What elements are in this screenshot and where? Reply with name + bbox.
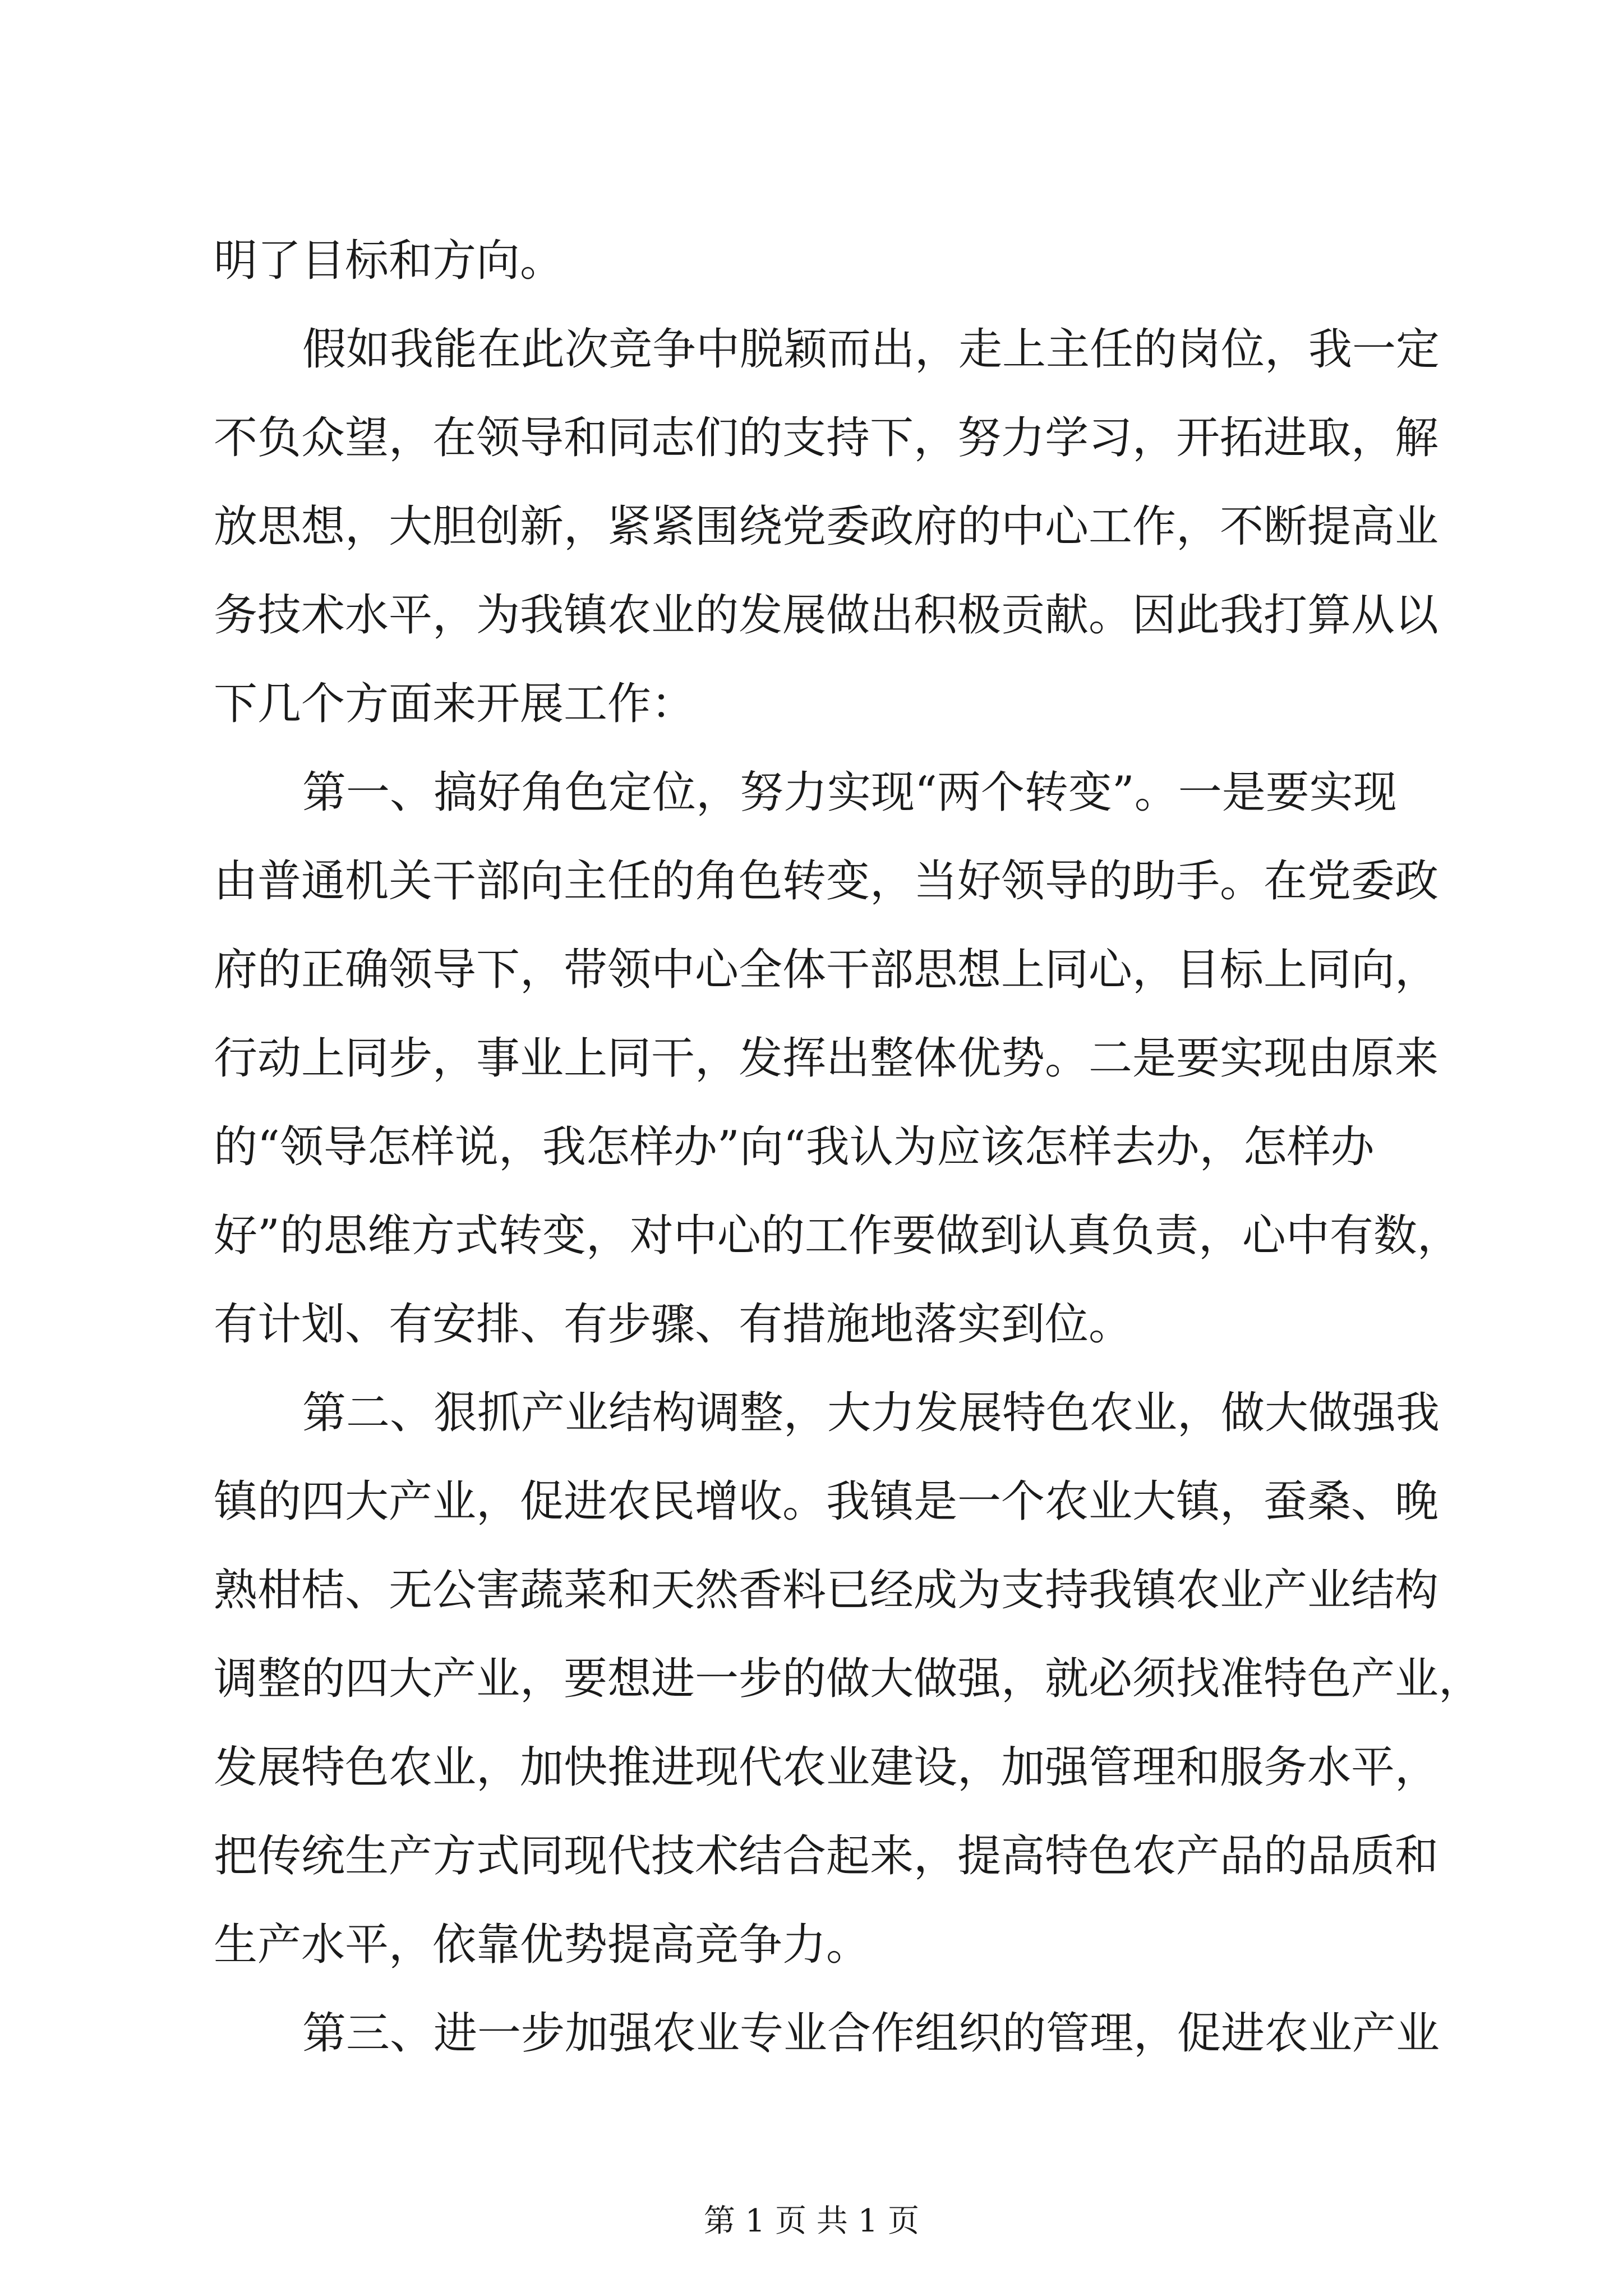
text-line xyxy=(0,1291,1623,1358)
line-text: 放思想，大胆创新，紧紧围绕党委政府的中心工作，不断提高业 xyxy=(214,501,1439,552)
line-text: 好”的思维方式转变，对中心的工作要做到认真负责，心中有数， xyxy=(214,1211,1461,1261)
text-line xyxy=(0,2000,1623,2067)
text-line xyxy=(0,1202,1623,1269)
text-line xyxy=(0,1911,1623,1978)
text-line xyxy=(0,936,1623,1004)
text-line xyxy=(0,1468,1623,1535)
text-line xyxy=(0,670,1623,738)
text-line xyxy=(0,1025,1623,1092)
line-text: 务技术水平，为我镇农业的发展做出积极贡献。因此我打算从以 xyxy=(214,590,1439,641)
text-line xyxy=(0,1823,1623,1890)
line-text: 第二、狠抓产业结构调整，大力发展特色农业，做大做强我 xyxy=(302,1388,1440,1438)
line-text: 生产水平，依靠优势提高竞争力。 xyxy=(214,1920,870,1970)
line-text: 第三、进一步加强农业专业合作组织的管理，促进农业产业 xyxy=(302,2008,1440,2059)
text-line xyxy=(0,404,1623,472)
line-text: 不负众望，在领导和同志们的支持下，努力学习，开拓进取，解 xyxy=(214,413,1439,463)
line-text: 发展特色农业，加快推进现代农业建设，加强管理和服务水平， xyxy=(214,1742,1439,1793)
text-line xyxy=(0,1557,1623,1624)
text-line xyxy=(0,1379,1623,1447)
line-text: 熟柑桔、无公害蔬菜和天然香料已经成为支持我镇农业产业结构 xyxy=(214,1565,1439,1616)
text-line xyxy=(0,1734,1623,1801)
line-text: 镇的四大产业，促进农民增收。我镇是一个农业大镇，蚕桑、晚 xyxy=(214,1476,1439,1527)
line-text: 假如我能在此次竞争中脱颖而出，走上主任的岗位，我一定 xyxy=(302,324,1440,375)
text-line xyxy=(0,848,1623,915)
line-text: 第一、搞好角色定位，努力实现“两个转变”。一是要实现 xyxy=(302,767,1397,818)
line-text: 的“领导怎样说，我怎样办”向“我认为应该怎样去办，怎样办 xyxy=(214,1122,1375,1172)
line-text: 有计划、有安排、有步骤、有措施地落实到位。 xyxy=(214,1299,1133,1350)
text-line xyxy=(0,582,1623,649)
text-line xyxy=(0,493,1623,560)
text-line xyxy=(0,316,1623,383)
line-text: 明了目标和方向。 xyxy=(214,236,564,286)
text-line xyxy=(0,227,1623,295)
line-text: 行动上同步，事业上同干，发挥出整体优势。二是要实现由原来 xyxy=(214,1033,1439,1084)
line-text: 府的正确领导下，带领中心全体干部思想上同心，目标上同向， xyxy=(214,945,1439,995)
text-line xyxy=(0,1114,1623,1181)
line-text: 调整的四大产业，要想进一步的做大做强，就必须找准特色产业， xyxy=(214,1654,1483,1704)
line-text: 把传统生产方式同现代技术结合起来，提高特色农产品的品质和 xyxy=(214,1831,1439,1881)
text-line xyxy=(0,759,1623,826)
line-text: 下几个方面来开展工作： xyxy=(214,679,695,729)
line-text: 由普通机关干部向主任的角色转变，当好领导的助手。在党委政 xyxy=(214,856,1439,907)
text-line xyxy=(0,1645,1623,1713)
page-footer: 第 1 页 共 1 页 xyxy=(703,2203,920,2239)
